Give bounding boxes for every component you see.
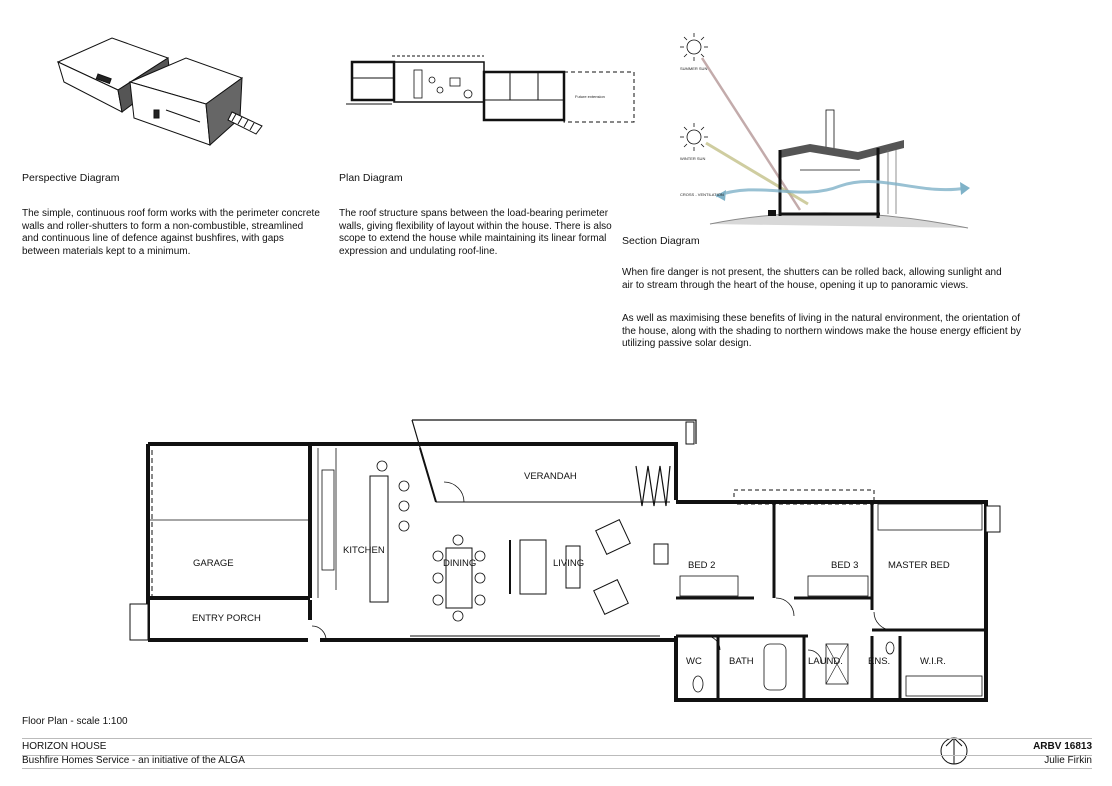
room-wir: W.I.R.	[920, 656, 946, 667]
footer-divider-top	[22, 738, 1092, 739]
plan-text: The roof structure spans between the load-bearing perimeter walls, giving flexibility of layout within the house. There is also scope to extend the house while maintaining its linear formal expression and undulating roof-line.	[339, 208, 612, 257]
room-bed-3: BED 3	[831, 560, 859, 571]
project-name: HORIZON HOUSE	[22, 741, 107, 752]
winter-sun-icon	[680, 123, 708, 151]
room-wc: WC	[686, 656, 702, 667]
section-diagram	[680, 33, 970, 228]
room-dining: DINING	[443, 558, 477, 569]
room-kitchen: KITCHEN	[343, 545, 385, 556]
footer-divider-bottom	[22, 768, 1092, 769]
arbv-number: ARBV 16813	[1033, 741, 1092, 752]
cross-ventilation-label: CROSS - VENTILATION	[680, 192, 724, 197]
plan-heading: Plan Diagram	[339, 172, 403, 184]
perspective-text: The simple, continuous roof form works with the perimeter concrete walls and roller-shutters to form a non-combustible, streamlined and continuous line of defence against bushfires, with gaps between materials kept to a minimum.	[22, 208, 320, 257]
winter-sun-label: WINTER SUN	[680, 156, 706, 161]
section-text-1: When fire danger is not present, the shutters can be rolled back, allowing sunlight and air to stream through the heart of the house, opening it up to panoramic views.	[622, 267, 1002, 291]
author-name: Julie Firkin	[1044, 755, 1092, 766]
room-bed-2: BED 2	[688, 560, 716, 571]
room-bath: BATH	[729, 656, 754, 667]
project-subtitle: Bushfire Homes Service - an initiative of the ALGA	[22, 755, 245, 766]
room-laundry: LAUND.	[808, 656, 843, 667]
summer-sun-icon	[680, 33, 708, 61]
plan-diagram	[346, 56, 634, 122]
future-extension-label: Future extension	[575, 94, 605, 99]
room-master-bed: MASTER BED	[888, 560, 950, 571]
room-verandah: VERANDAH	[524, 471, 577, 482]
perspective-heading: Perspective Diagram	[22, 172, 120, 184]
section-heading: Section Diagram	[622, 235, 700, 247]
room-living: LIVING	[553, 558, 585, 569]
section-text-2: As well as maximising these benefits of living in the natural environment, the orientation of the house, along with the shading to northern windows make the house energy efficient by utilizing passive solar design.	[622, 313, 1021, 349]
floor-plan-caption: Floor Plan - scale 1:100	[22, 716, 128, 727]
room-ensuite: ENS.	[868, 656, 891, 667]
summer-sun-label: SUMMER SUN	[680, 66, 708, 71]
room-entry-porch: ENTRY PORCH	[192, 613, 261, 624]
perspective-diagram	[58, 38, 262, 145]
north-arrow-icon	[941, 738, 967, 764]
room-garage: GARAGE	[193, 558, 234, 569]
